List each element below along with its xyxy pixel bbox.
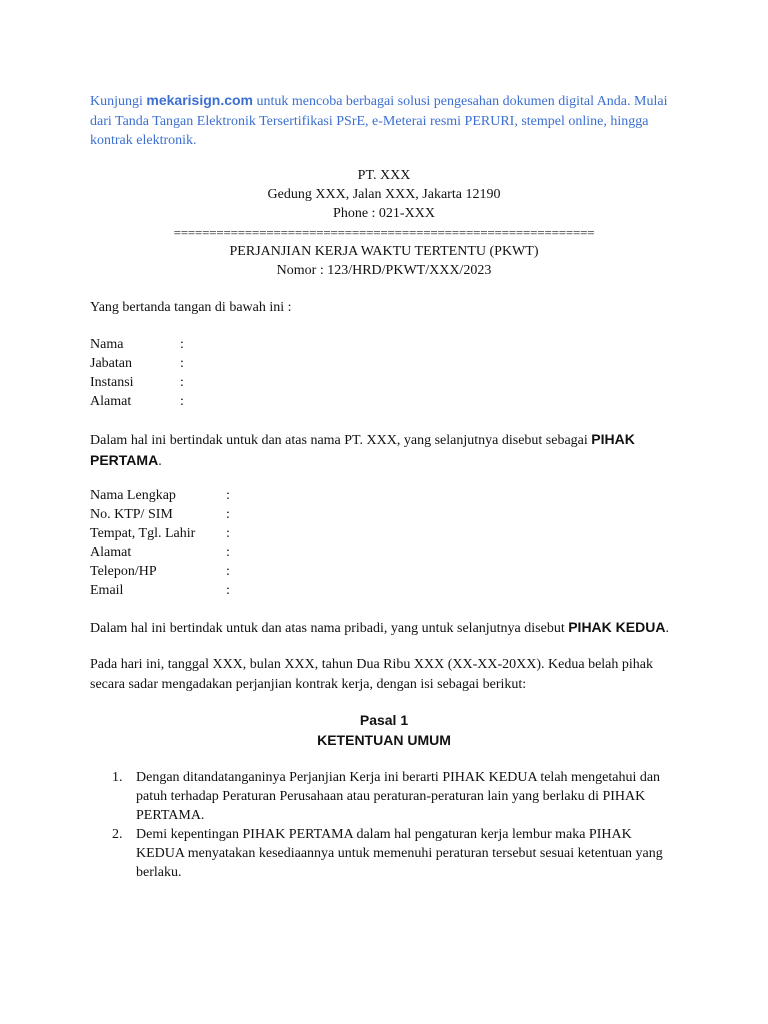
field-colon: : bbox=[226, 564, 230, 579]
promo-brand-link[interactable]: mekarisign.com bbox=[146, 92, 253, 108]
field-label: Nama Lengkap bbox=[90, 488, 176, 503]
field-colon: : bbox=[226, 545, 230, 560]
field-label: Instansi bbox=[90, 375, 134, 390]
first-party-label: PIHAK PERTAMA bbox=[90, 431, 635, 468]
field-colon: : bbox=[226, 507, 230, 522]
field-label: Alamat bbox=[90, 394, 132, 409]
field-colon: : bbox=[180, 356, 184, 371]
promo-paragraph bbox=[90, 91, 680, 151]
list-item bbox=[90, 768, 670, 825]
statement-text: Dalam hal ini bertindak untuk dan atas nama PT. XXX, yang selanjutnya disebut sebagai bbox=[90, 433, 592, 448]
field-label: Alamat bbox=[90, 545, 132, 560]
field-label: Jabatan bbox=[90, 356, 132, 371]
agreement-intro: Pada hari ini, tanggal XXX, bulan XXX, tahun Dua Ribu XXX (XX-XX-20XX). Kedua belah pihak secara sadar mengadakan perjanjian kontrak kerja, dengan isi sebagai berikut: bbox=[90, 657, 653, 692]
document-title: PERJANJIAN KERJA WAKTU TERTENTU (PKWT) bbox=[229, 244, 539, 259]
field-label: Nama bbox=[90, 337, 124, 352]
list-item bbox=[90, 825, 670, 882]
field-colon: : bbox=[226, 583, 230, 598]
statement-end: . bbox=[665, 621, 669, 636]
list-number: 2. bbox=[112, 827, 123, 842]
field-label: Email bbox=[90, 583, 124, 598]
promo-prefix: Kunjungi bbox=[90, 94, 147, 109]
statement-end: . bbox=[158, 453, 162, 469]
list-text: Demi kepentingan PIHAK PERTAMA dalam hal pengaturan kerja lembur maka PIHAK KEDUA menyatakan kesediaannya untuk memenuhi peraturan tersebut sesuai ketentuan yang berlaku. bbox=[136, 827, 663, 880]
article-title: KETENTUAN UMUM bbox=[317, 731, 451, 748]
field-label: Telepon/HP bbox=[90, 564, 157, 579]
field-label: Tempat, Tgl. Lahir bbox=[90, 526, 196, 541]
list-number: 1. bbox=[112, 770, 123, 785]
field-colon: : bbox=[180, 375, 184, 390]
letterhead bbox=[90, 166, 678, 280]
company-name: PT. XXX bbox=[357, 168, 411, 183]
list-text: Dengan ditandatanganinya Perjanjian Kerja ini berarti PIHAK KEDUA telah mengetahui dan patuh terhadap Peraturan Perusahaan atau peraturan-peraturan lain yang berlaku di PIHAK PERTAMA. bbox=[136, 770, 661, 823]
second-party-label: PIHAK KEDUA bbox=[568, 619, 666, 635]
article-heading bbox=[90, 711, 678, 750]
letterhead-separator: =========================================================== bbox=[173, 225, 595, 240]
company-phone: Phone : 021-XXX bbox=[333, 206, 435, 221]
first-party-statement bbox=[90, 430, 650, 471]
field-colon: : bbox=[226, 526, 230, 541]
clause-list bbox=[90, 768, 670, 882]
article-number: Pasal 1 bbox=[359, 712, 409, 728]
field-colon: : bbox=[180, 337, 184, 352]
statement-text: Dalam hal ini bertindak untuk dan atas nama pribadi, yang untuk selanjutnya disebut bbox=[90, 621, 569, 636]
document-number: Nomor : 123/HRD/PKWT/XXX/2023 bbox=[276, 263, 492, 278]
field-label: No. KTP/ SIM bbox=[90, 507, 173, 522]
company-address: Gedung XXX, Jalan XXX, Jakarta 12190 bbox=[267, 187, 501, 202]
second-party-statement bbox=[90, 618, 680, 639]
field-colon: : bbox=[226, 488, 230, 503]
promo-suffix: untuk mencoba berbagai solusi pengesahan dokumen digital Anda. Mulai dari Tanda Tangan Elektronik Tersertifikasi PSrE, e-Meterai resmi PERURI, stempel online, hingga kontrak elektronik. bbox=[90, 94, 668, 148]
intro-text: Yang bertanda tangan di bawah ini : bbox=[90, 300, 292, 315]
field-colon: : bbox=[180, 394, 184, 409]
